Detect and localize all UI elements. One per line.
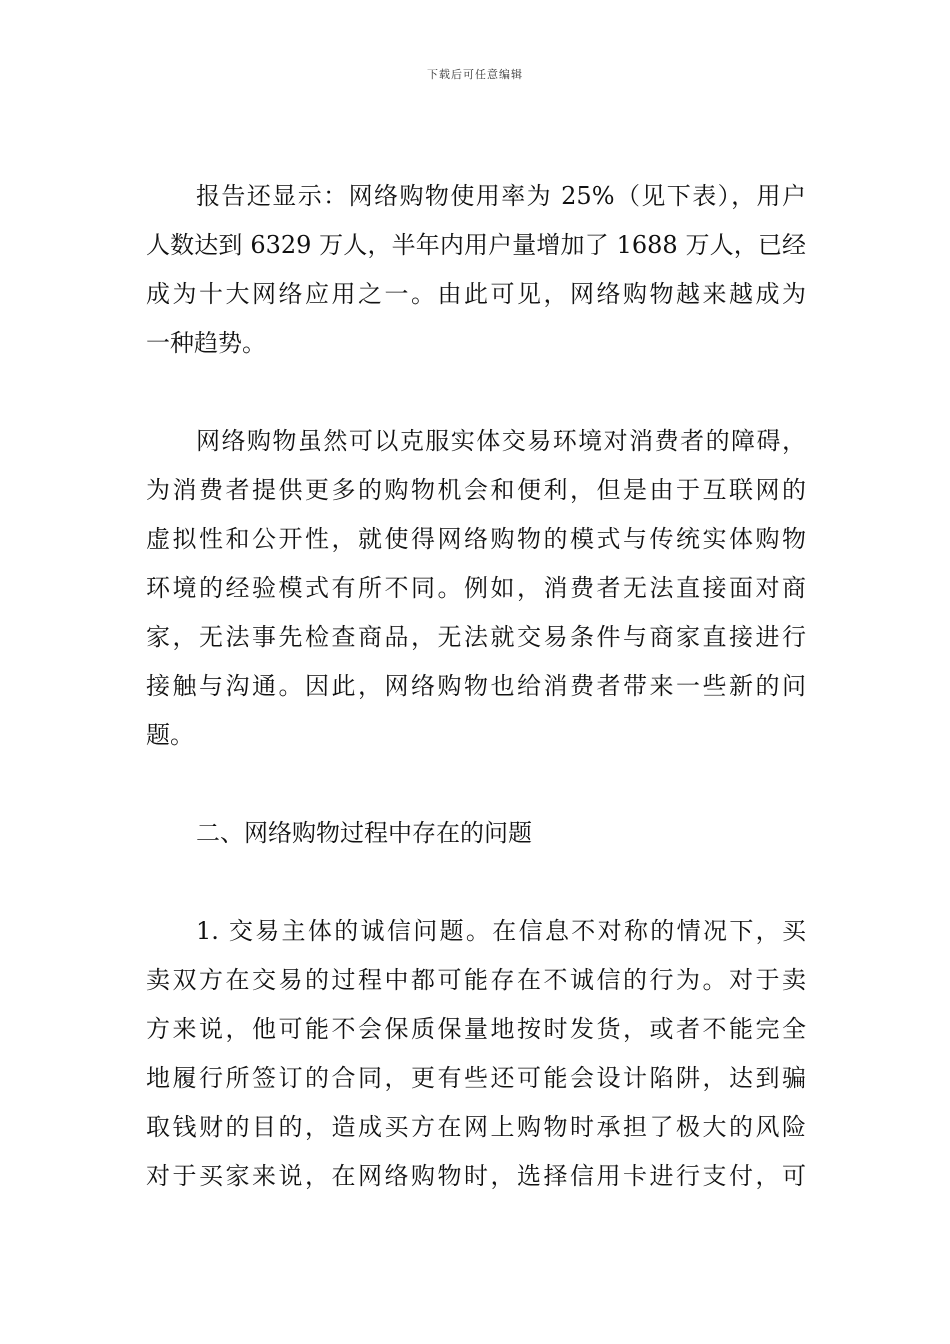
text-line: 接触与沟通。因此，网络购物也给消费者带来一些新的问: [146, 672, 806, 700]
text-line: 一种趋势。: [146, 329, 266, 357]
text-line: 虚拟性和公开性，就使得网络购物的模式与传统实体购物: [146, 525, 806, 553]
text-line: 人数达到 6329 万人，半年内用户量增加了 1688 万人，已经: [146, 231, 806, 259]
section-heading-text: 二、网络购物过程中存在的问题: [196, 819, 532, 847]
paragraph: [146, 907, 806, 1201]
text-line: 方来说，他可能不会保质保量地按时发货，或者不能完全: [146, 1015, 806, 1043]
paragraph: [146, 417, 806, 760]
text-line: 题。: [146, 721, 194, 749]
text-line: 取钱财的目的，造成买方在网上购物时承担了极大的风险: [146, 1113, 806, 1141]
header-note: 下载后可任意编辑: [427, 68, 523, 81]
text-line: 1. 交易主体的诚信问题。在信息不对称的情况下，买: [196, 917, 806, 945]
text-line: 对于买家来说，在网络购物时，选择信用卡进行支付，可: [146, 1162, 806, 1190]
text-line: 成为十大网络应用之一。由此可见，网络购物越来越成为: [146, 280, 806, 308]
text-line: 报告还显示：网络购物使用率为 25%（见下表），用户: [196, 182, 806, 210]
text-line: 家，无法事先检查商品，无法就交易条件与商家直接进行: [146, 623, 806, 651]
text-line: 卖双方在交易的过程中都可能存在不诚信的行为。对于卖: [146, 966, 806, 994]
section-heading: [146, 809, 806, 858]
document-body: [146, 172, 806, 1201]
paragraph-gap: [146, 760, 806, 809]
paragraph: [146, 172, 806, 368]
text-line: 网络购物虽然可以克服实体交易环境对消费者的障碍，: [196, 427, 806, 455]
text-line: 地履行所签订的合同，更有些还可能会设计陷阱，达到骗: [146, 1064, 806, 1092]
paragraph-gap: [146, 368, 806, 417]
paragraph-gap: [146, 858, 806, 907]
text-line: 为消费者提供更多的购物机会和便利，但是由于互联网的: [146, 476, 806, 504]
text-line: 环境的经验模式有所不同。例如，消费者无法直接面对商: [146, 574, 806, 602]
